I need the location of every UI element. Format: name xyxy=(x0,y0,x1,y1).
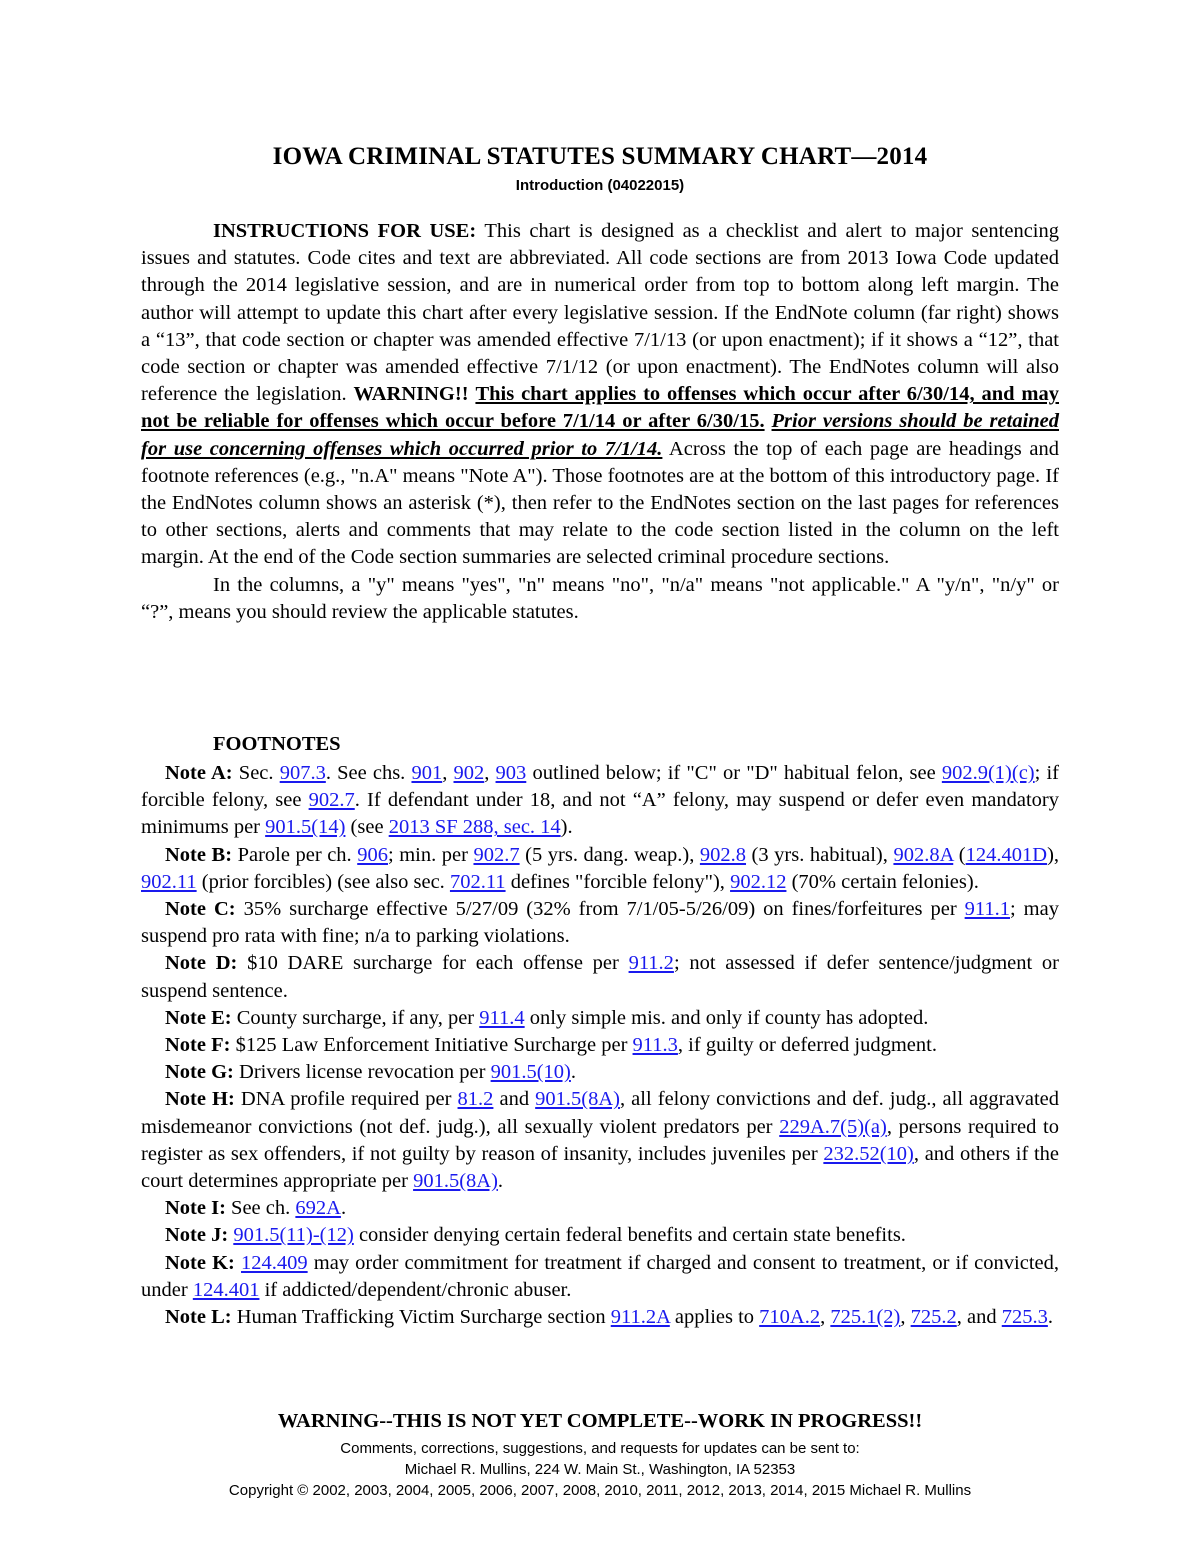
note-text: , and xyxy=(956,1306,1002,1329)
note-label: Note I: xyxy=(165,1197,226,1220)
instructions-paragraph xyxy=(141,218,1059,572)
note-text: , xyxy=(484,762,496,784)
note-text: outlined below; if "C" or "D" habitual felon, see xyxy=(526,762,942,784)
note-i xyxy=(141,1195,1059,1222)
code-link[interactable]: 232.52(10) xyxy=(823,1142,914,1165)
note-text: , persons required to register as sex offenders, if not guilty by reason of insanity, includes juveniles per xyxy=(141,1115,1059,1165)
note-label: Note C: xyxy=(165,898,236,921)
code-link[interactable]: 902.9(1)(c) xyxy=(941,762,1035,784)
code-link[interactable]: 907.3 xyxy=(279,762,326,784)
code-link[interactable]: 725.1(2) xyxy=(830,1306,901,1329)
note-text: if addicted/dependent/chronic abuser. xyxy=(259,1278,572,1301)
note-text: See ch. xyxy=(225,1197,296,1220)
note-text: 35% surcharge effective 5/27/09 (32% from 7/1/05-5/26/09) on fines/forfeitures per xyxy=(235,898,965,921)
note-label: Note H: xyxy=(165,1088,235,1111)
code-link[interactable]: 903 xyxy=(495,762,527,784)
note-text: (see xyxy=(345,816,389,839)
legislation-link[interactable]: 2013 SF 288, sec. 14 xyxy=(388,816,561,839)
code-link[interactable]: 692A xyxy=(295,1197,341,1220)
note-text: (3 yrs. habitual), xyxy=(746,843,894,866)
note-label: Note L: xyxy=(165,1306,232,1329)
instructions-text-2: Across the top of each page are headings and footnote references (e.g., "n.A" means "Note A"). Those footnotes are at the bottom of this introductory page. If the EndNotes column shows an asterisk (*), then refer to the EndNotes section on the last pages for references to other sections, alerts and comments that may relate to the code section listed in the column on the left margin. At the end of the Code section summaries are selected criminal procedure sections. xyxy=(141,437,1059,569)
note-text: Sec. xyxy=(232,762,280,784)
footer-warning: WARNING--THIS IS NOT YET COMPLETE--WORK IN PROGRESS!! xyxy=(277,1410,923,1432)
note-text: Drivers license revocation per xyxy=(233,1061,491,1084)
note-text: DNA profile required per xyxy=(234,1088,458,1111)
code-link[interactable]: 902.7 xyxy=(308,789,355,812)
code-link[interactable]: 702.11 xyxy=(449,870,506,893)
instructions-label: INSTRUCTIONS FOR USE: xyxy=(213,220,477,242)
note-label: Note E: xyxy=(165,1006,232,1029)
note-text: may order commitment for treatment if charged and consent to treatment, or if convicted, under xyxy=(141,1251,1059,1301)
warning-label: WARNING!! xyxy=(353,383,469,406)
note-text: , all felony convictions and def. judg., all aggravated misdemeanor convictions (not def. judg.), all sexually violent predators per xyxy=(141,1088,1059,1138)
note-label: Note A: xyxy=(165,762,233,784)
code-link[interactable]: 911.1 xyxy=(964,898,1011,921)
code-link[interactable]: 81.2 xyxy=(457,1088,494,1111)
note-h xyxy=(141,1086,1059,1195)
note-text: ; not assessed if defer sentence/judgment or suspend sentence. xyxy=(141,952,1060,1002)
note-label: Note J: xyxy=(165,1224,229,1247)
footnotes-list xyxy=(141,760,1059,1331)
note-text: ; if forcible felony, see xyxy=(141,762,1059,812)
code-link[interactable]: 911.3 xyxy=(632,1034,678,1057)
prior-versions-text: Prior versions should be retained for use concerning offenses which occurred prior to 7/1/14. xyxy=(141,410,1060,460)
footer-copyright: Copyright © 2002, 2003, 2004, 2005, 2006, 2007, 2008, 2010, 2011, 2012, 2013, 2014, 2015 Michael R. Mullins xyxy=(228,1482,972,1499)
note-k xyxy=(141,1250,1059,1304)
note-text: , xyxy=(820,1306,831,1329)
note-text: , xyxy=(442,762,454,784)
code-link[interactable]: 901.5(14) xyxy=(265,816,346,839)
note-text: , and others if the court determines appropriate per xyxy=(141,1142,1059,1193)
note-text: applies to xyxy=(669,1306,760,1329)
note-f xyxy=(141,1032,1059,1059)
code-link[interactable]: 124.401D xyxy=(965,843,1048,866)
note-label: Note D: xyxy=(165,952,238,975)
code-link[interactable]: 902.12 xyxy=(730,870,787,893)
note-text: $125 Law Enforcement Initiative Surcharge per xyxy=(230,1034,633,1057)
note-text: (70% certain felonies). xyxy=(786,870,979,893)
code-link[interactable]: 725.3 xyxy=(1001,1306,1048,1329)
note-text: , if guilty or deferred judgment. xyxy=(677,1034,937,1057)
note-text: Parole per ch. xyxy=(232,843,358,866)
note-text: defines "forcible felony"), xyxy=(505,870,731,893)
code-link[interactable]: 902 xyxy=(453,762,485,784)
note-text: consider denying certain federal benefits and certain state benefits. xyxy=(353,1224,906,1247)
note-text: (5 yrs. dang. weap.), xyxy=(519,843,700,866)
footnotes-heading: FOOTNOTES xyxy=(213,733,341,755)
code-link[interactable]: 725.2 xyxy=(910,1306,957,1329)
note-label: Note F: xyxy=(165,1034,231,1057)
code-link[interactable]: 901.5(8A) xyxy=(535,1088,620,1111)
note-text: . xyxy=(340,1197,347,1220)
note-label: Note K: xyxy=(165,1251,235,1274)
warning-text: This chart applies to offenses which occur after 6/30/14, and may not be reliable for offenses which occur before 7/1/14 or after 6/30/15. xyxy=(141,383,1059,433)
note-g xyxy=(141,1059,1059,1086)
note-text: ( xyxy=(953,843,966,866)
note-j xyxy=(141,1222,1059,1249)
note-l xyxy=(141,1304,1059,1331)
note-text: . If defendant under 18, and not “A” felony, may suspend or defer even mandatory minimums per xyxy=(141,789,1059,839)
note-text: ), xyxy=(1047,843,1060,866)
note-text: $10 DARE surcharge for each offense per xyxy=(237,952,629,975)
note-text: Human Trafficking Victim Surcharge section xyxy=(231,1306,611,1329)
code-link[interactable]: 901 xyxy=(411,762,443,784)
code-link[interactable]: 902.8 xyxy=(699,843,747,866)
code-link[interactable]: 911.2A xyxy=(610,1306,670,1329)
note-text: . xyxy=(1047,1306,1053,1329)
code-link[interactable]: 902.7 xyxy=(473,843,520,866)
instructions-section xyxy=(141,218,1059,626)
code-link[interactable]: 124.401 xyxy=(192,1278,260,1301)
code-link[interactable]: 911.4 xyxy=(479,1006,525,1029)
note-label: Note B: xyxy=(165,843,233,866)
note-text: (prior forcibles) (see also sec. xyxy=(196,870,450,893)
note-text: ; min. per xyxy=(387,843,474,866)
note-e xyxy=(141,1005,1059,1032)
note-text: ; may suspend pro rata with fine; n/a to parking violations. xyxy=(141,898,1059,948)
note-c xyxy=(141,896,1059,950)
columns-paragraph: In the columns, a "y" means "yes", "n" means "no", "n/a" means "not applicable." A "y/n", "n/y" or “?”, means you should review the applicable statutes. xyxy=(141,573,1059,623)
code-link[interactable]: 901.5(8A) xyxy=(413,1170,498,1193)
note-text: , xyxy=(900,1306,911,1329)
note-text: . xyxy=(497,1170,504,1193)
page-title: IOWA CRIMINAL STATUTES SUMMARY CHART—2014 xyxy=(272,143,928,170)
code-link[interactable]: 124.409 xyxy=(241,1251,308,1274)
note-text: County surcharge, if any, per xyxy=(231,1006,480,1029)
note-text: and xyxy=(493,1088,536,1111)
code-link[interactable]: 901.5(11)-(12) xyxy=(233,1224,354,1247)
code-link[interactable]: 911.2 xyxy=(628,952,674,975)
note-a xyxy=(141,760,1059,842)
note-text: only simple mis. and only if county has adopted. xyxy=(524,1006,929,1029)
note-text: . See chs. xyxy=(325,762,412,784)
note-b xyxy=(141,842,1059,896)
footer-comments: Comments, corrections, suggestions, and requests for updates can be sent to: xyxy=(340,1440,860,1457)
note-text: ). xyxy=(560,816,573,839)
note-text: . xyxy=(570,1061,577,1084)
note-d xyxy=(141,950,1059,1004)
page-subtitle: Introduction (04022015) xyxy=(515,177,685,194)
code-link[interactable]: 229A.7(5)(a) xyxy=(779,1115,887,1138)
code-link[interactable]: 902.11 xyxy=(141,870,197,893)
code-link[interactable]: 710A.2 xyxy=(759,1306,821,1329)
code-link[interactable]: 901.5(10) xyxy=(490,1061,571,1084)
code-link[interactable]: 902.8A xyxy=(893,843,954,866)
code-link[interactable]: 906 xyxy=(357,843,388,866)
note-label: Note G: xyxy=(165,1061,234,1084)
footer-address: Michael R. Mullins, 224 W. Main St., Washington, IA 52353 xyxy=(404,1461,796,1478)
instructions-text: This chart is designed as a checklist and alert to major sentencing issues and statutes. Code cites and text are abbreviated. All code sections are from 2013 Iowa Code updated through the 2014 legislative session, and are in numerical order from top to bottom along left margin. The author will attempt to update this chart after every legislative session. If the EndNote column (far right) shows a “13”, that code section or chapter was amended effective 7/1/13 (or upon enactment); if it shows a “12”, that code section or chapter was amended effective 7/1/12 (or upon enactment). The EndNotes column will also reference the legislation. xyxy=(141,220,1059,406)
